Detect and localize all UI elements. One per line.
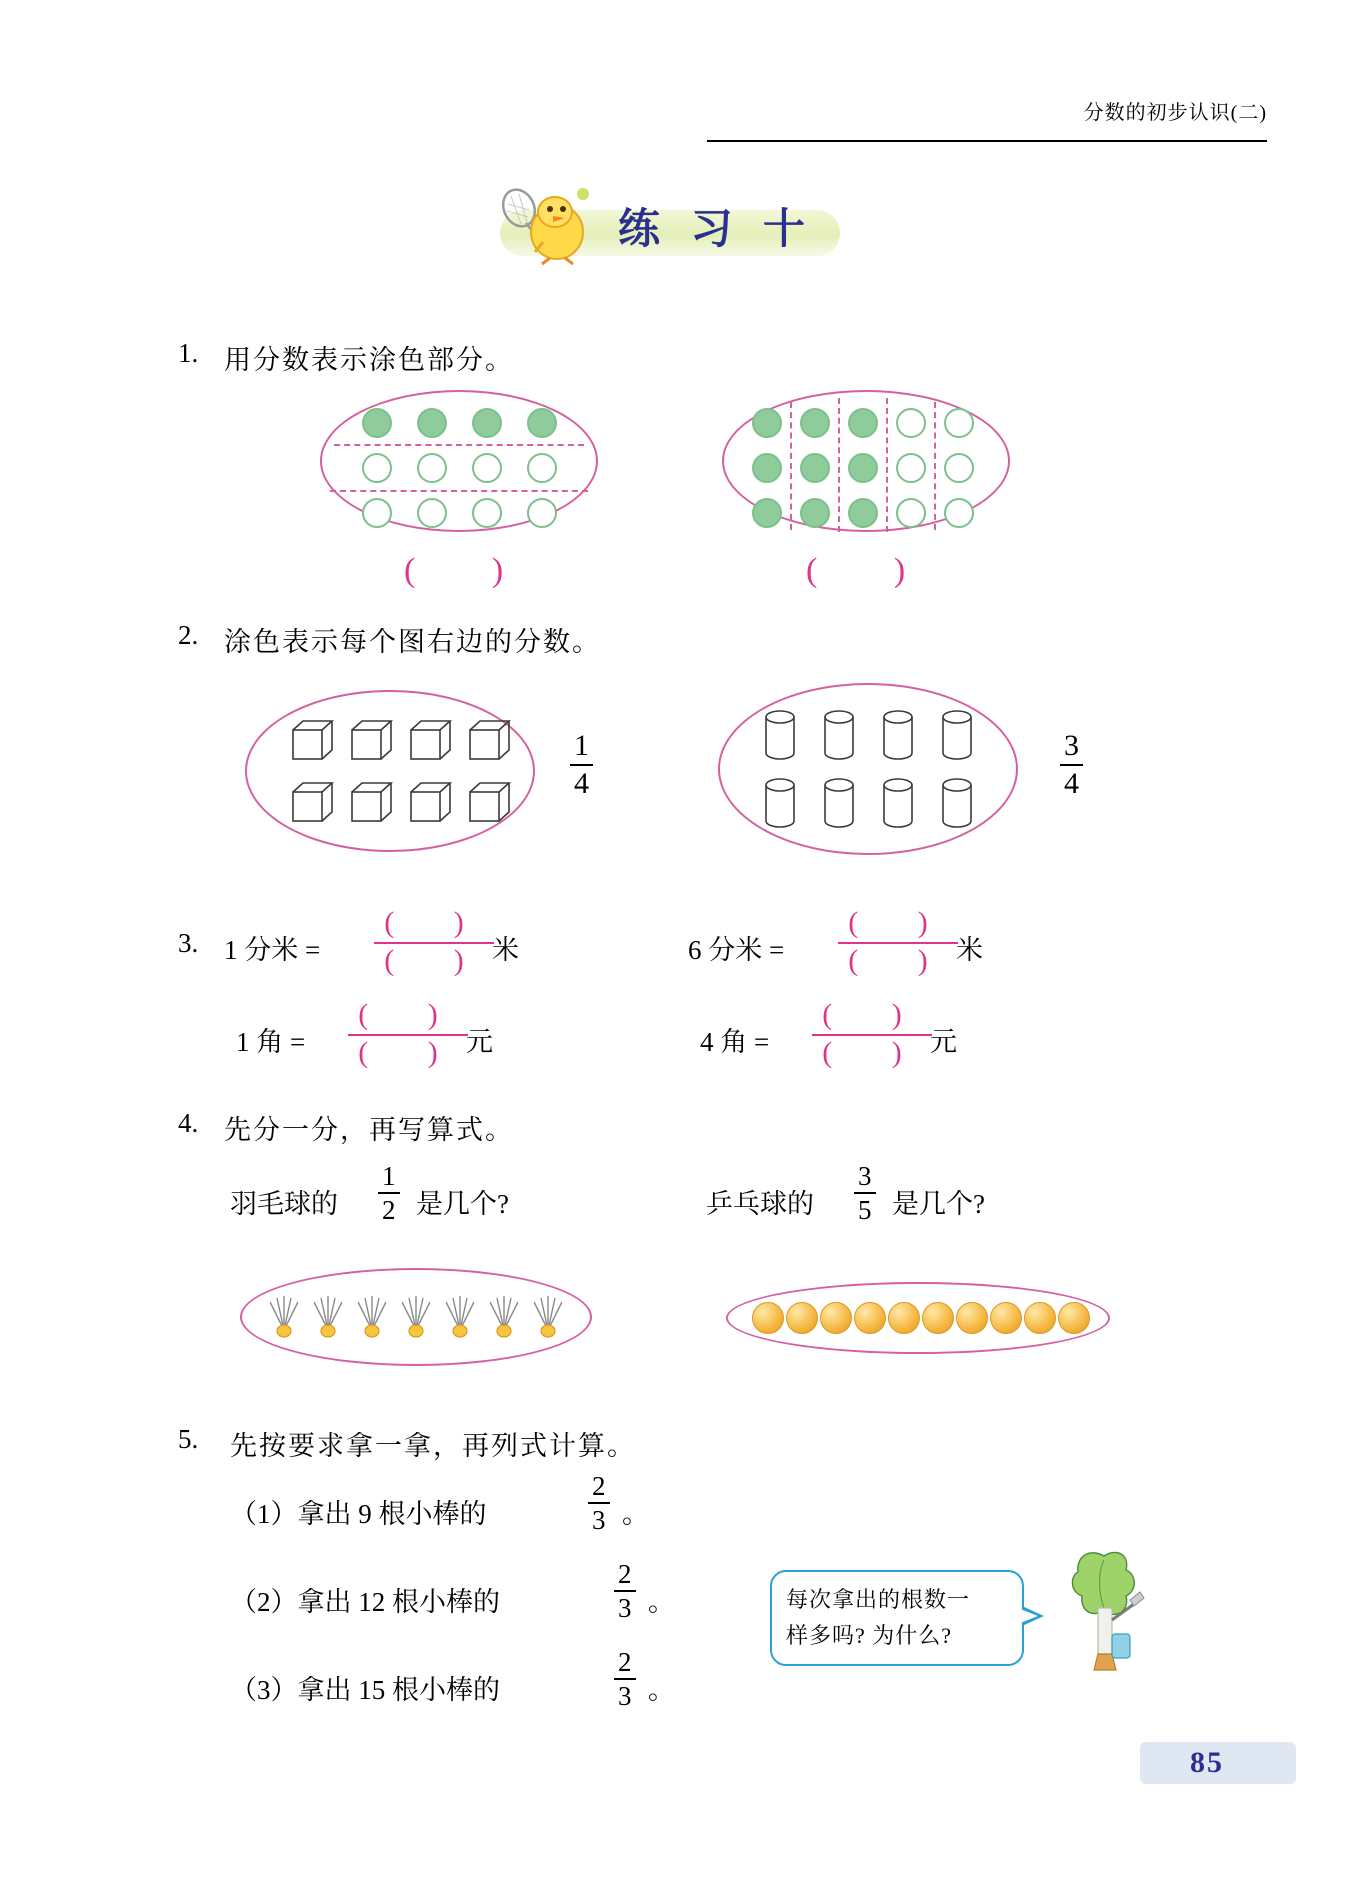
- cube-icon: [290, 718, 336, 764]
- q4-left-post: 是几个?: [416, 1189, 509, 1219]
- fraction-bar: [378, 1192, 400, 1194]
- q5-item3-fraction: [614, 1648, 636, 1711]
- q3-row3-unit: 元: [466, 1027, 493, 1057]
- fraction-bar: [1060, 764, 1083, 766]
- q1b-dot: [752, 498, 782, 528]
- cylinder-icon: [878, 708, 918, 764]
- q1b-divider: [838, 398, 840, 532]
- q1b-divider: [886, 398, 888, 532]
- numerator: 2: [618, 1559, 632, 1589]
- q1b-dot: [896, 408, 926, 438]
- denominator: 3: [592, 1505, 606, 1536]
- q2-ellipse-left: [245, 690, 535, 852]
- q1a-dot: [362, 453, 392, 483]
- shuttlecock-icon: [306, 1292, 350, 1338]
- blank-top[interactable]: ( ): [384, 906, 490, 939]
- blank-bottom[interactable]: ( ): [822, 1036, 928, 1069]
- q5-item1-end: 。: [622, 1499, 649, 1529]
- q5-number: 5.: [178, 1424, 199, 1454]
- q1b-divider: [934, 402, 936, 530]
- q1a-dot: [362, 498, 392, 528]
- cabbage-character-icon: [1060, 1542, 1150, 1682]
- denominator: 4: [574, 766, 589, 800]
- hint-line-2: 样多吗? 为什么?: [786, 1623, 953, 1648]
- pingpong-ball: [786, 1302, 818, 1334]
- q1a-divider: [330, 490, 588, 492]
- q4-right-post: 是几个?: [892, 1189, 985, 1219]
- fraction-bar: [614, 1590, 636, 1592]
- q1a-dot: [527, 498, 557, 528]
- q3-row4-answer[interactable]: [812, 1000, 932, 1068]
- q3-number: 3.: [178, 928, 199, 958]
- q4-left-fraction: [378, 1162, 400, 1225]
- pingpong-ball: [854, 1302, 886, 1334]
- q1a-dot: [417, 453, 447, 483]
- q1a-dot: [472, 408, 502, 438]
- q3-row1-unit: 米: [492, 935, 519, 965]
- q3-row2-label: 6 分米 =: [688, 935, 785, 965]
- shuttlecock-icon: [350, 1292, 394, 1338]
- q3-row2-unit: 米: [956, 935, 983, 965]
- q5-item2-end: 。: [648, 1587, 675, 1617]
- numerator: 3: [1064, 729, 1079, 762]
- pingpong-ball: [1058, 1302, 1090, 1334]
- denominator: 3: [618, 1681, 632, 1712]
- q1b-dot: [944, 408, 974, 438]
- pingpong-ball: [956, 1302, 988, 1334]
- shuttlecock-icon: [394, 1292, 438, 1338]
- q5-item1-fraction: [588, 1472, 610, 1535]
- fraction-bar: [614, 1678, 636, 1680]
- q3-row3-answer[interactable]: [348, 1000, 468, 1068]
- numerator: 2: [592, 1471, 606, 1501]
- chapter-header: 分数的初步认识(二): [1083, 102, 1267, 124]
- blank-top[interactable]: ( ): [848, 906, 954, 939]
- cylinder-icon: [819, 776, 859, 832]
- q1b-dot: [848, 453, 878, 483]
- q1b-dot: [800, 498, 830, 528]
- cube-icon: [408, 718, 454, 764]
- pingpong-ball: [990, 1302, 1022, 1334]
- q1b-dot: [896, 498, 926, 528]
- q3-row4-label: 4 角 =: [700, 1027, 770, 1057]
- q1-number: 1.: [178, 338, 199, 368]
- shuttlecock-icon: [438, 1292, 482, 1338]
- blank-top[interactable]: ( ): [358, 998, 464, 1031]
- q1a-dot: [417, 408, 447, 438]
- cube-icon: [349, 780, 395, 826]
- q5-item2-fraction: [614, 1560, 636, 1623]
- q3-row3-label: 1 角 =: [236, 1027, 306, 1057]
- numerator: 3: [858, 1161, 872, 1191]
- cylinder-icon: [937, 708, 977, 764]
- q2-prompt: 涂色表示每个图右边的分数。: [224, 627, 601, 657]
- q2-number: 2.: [178, 620, 199, 650]
- denominator: 4: [1064, 766, 1079, 800]
- q5-item1-label: （1）拿出 9 根小棒的: [230, 1499, 487, 1529]
- q1a-dot: [527, 453, 557, 483]
- q1b-dot: [848, 498, 878, 528]
- q1-answer-blank-left[interactable]: ( ): [404, 552, 538, 589]
- q3-row4-unit: 元: [930, 1027, 957, 1057]
- numerator: 1: [382, 1161, 396, 1191]
- q3-row1-label: 1 分米 =: [224, 935, 321, 965]
- blank-top[interactable]: ( ): [822, 998, 928, 1031]
- shuttlecock-icon: [262, 1292, 306, 1338]
- q1b-dot: [752, 408, 782, 438]
- q5-prompt: 先按要求拿一拿，再列式计算。: [230, 1431, 636, 1461]
- q1b-dot: [800, 453, 830, 483]
- cube-icon: [408, 780, 454, 826]
- numerator: 2: [618, 1647, 632, 1677]
- fraction-bar: [854, 1192, 876, 1194]
- header-divider: [707, 140, 1267, 142]
- chick-with-racket-icon: [495, 182, 605, 268]
- q2-fraction-right: [1060, 730, 1083, 799]
- q5-item3-label: （3）拿出 15 根小棒的: [230, 1675, 500, 1705]
- pingpong-ball: [922, 1302, 954, 1334]
- cylinder-icon: [760, 708, 800, 764]
- q4-prompt: 先分一分，再写算式。: [224, 1115, 514, 1145]
- q1-prompt: 用分数表示涂色部分。: [224, 345, 514, 375]
- q1b-dot: [848, 408, 878, 438]
- cylinder-icon: [819, 708, 859, 764]
- shuttlecock-icon: [526, 1292, 570, 1338]
- q1b-dot: [752, 453, 782, 483]
- q1a-dot: [417, 498, 447, 528]
- q1a-dot: [527, 408, 557, 438]
- blank-bottom[interactable]: ( ): [384, 944, 490, 977]
- numerator: 1: [574, 729, 589, 762]
- cube-icon: [290, 780, 336, 826]
- q3-row1-answer[interactable]: [374, 908, 494, 976]
- q1b-dot: [944, 453, 974, 483]
- denominator: 2: [382, 1195, 396, 1226]
- pingpong-ball: [820, 1302, 852, 1334]
- denominator: 3: [618, 1593, 632, 1624]
- fraction-bar: [570, 764, 593, 766]
- q4-number: 4.: [178, 1108, 199, 1138]
- q4-left-pre: 羽毛球的: [230, 1189, 338, 1219]
- cylinder-icon: [760, 776, 800, 832]
- q1b-dot: [896, 453, 926, 483]
- q2-fraction-left: [570, 730, 593, 799]
- page-number: 85: [1190, 1746, 1224, 1779]
- hint-bubble-tail-inner: [1020, 1609, 1038, 1623]
- q1a-divider: [334, 444, 584, 446]
- pingpong-ball: [888, 1302, 920, 1334]
- denominator: 5: [858, 1195, 872, 1226]
- q1b-dot: [800, 408, 830, 438]
- cylinder-icon: [937, 776, 977, 832]
- hint-bubble-text: [786, 1582, 1012, 1654]
- fraction-bar: [588, 1502, 610, 1504]
- page-title: 练 习 十: [618, 207, 816, 253]
- q4-right-pre: 乒乓球的: [706, 1189, 814, 1219]
- blank-bottom[interactable]: ( ): [358, 1036, 464, 1069]
- q3-row2-answer[interactable]: [838, 908, 958, 976]
- q1b-divider: [790, 402, 792, 530]
- q1-answer-blank-right[interactable]: ( ): [806, 552, 940, 589]
- cube-icon: [349, 718, 395, 764]
- cube-icon: [467, 718, 513, 764]
- q5-item3-end: 。: [648, 1675, 675, 1705]
- blank-bottom[interactable]: ( ): [848, 944, 954, 977]
- q1a-dot: [472, 498, 502, 528]
- q5-item2-label: （2）拿出 12 根小棒的: [230, 1587, 500, 1617]
- pingpong-ball: [1024, 1302, 1056, 1334]
- cube-icon: [467, 780, 513, 826]
- hint-line-1: 每次拿出的根数一: [786, 1587, 971, 1612]
- pingpong-ball: [752, 1302, 784, 1334]
- q1b-dot: [944, 498, 974, 528]
- q1a-dot: [362, 408, 392, 438]
- shuttlecock-icon: [482, 1292, 526, 1338]
- q1a-dot: [472, 453, 502, 483]
- cylinder-icon: [878, 776, 918, 832]
- q4-right-fraction: [854, 1162, 876, 1225]
